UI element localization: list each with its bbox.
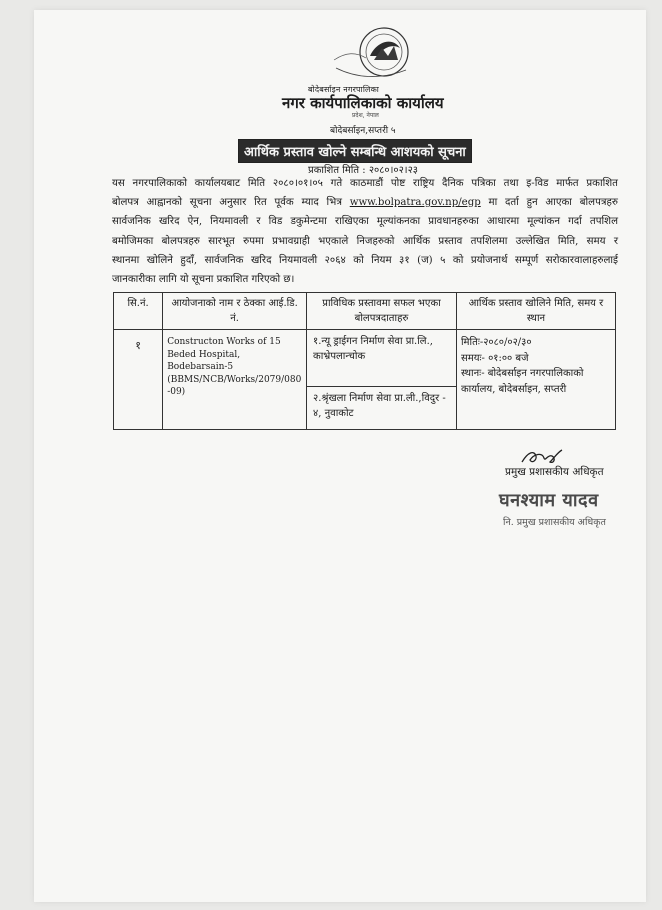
publish-date: प्रकाशित मिति : २०८०।०२।२३	[308, 165, 418, 176]
table-header-row	[114, 293, 616, 330]
office-address: बोदेबर्साइन,सप्तरी ५	[330, 126, 396, 136]
signatory-stamp-name: घनश्याम यादव	[499, 490, 599, 511]
table-row	[114, 330, 616, 430]
cell-opening	[456, 330, 615, 430]
bidder-item: २.श्रृंखला निर्माण सेवा प्रा.ली.,विदुर - ४, नुवाकोट	[307, 386, 456, 429]
bid-table	[113, 292, 616, 430]
opening-time: समयः- ०१:०० बजे	[460, 352, 529, 364]
header-opening: आर्थिक प्रस्ताव खोलिने मिति, समय र स्थान	[456, 293, 615, 330]
cell-project: Constructon Works of 15 Beded Hospital, Bodebarsain-5 (BBMS/NCB/Works/2079/080 -09)	[163, 330, 307, 430]
notice-body-line: सार्वजनिक खरिद ऐन, नियमावली र विड डकुमेन्टमा राखिएका मूल्यांकनका प्रावधानहरुका आधारमा मूल्यांकन गर्दा तपशिल	[112, 216, 618, 228]
notice-body-line: यस नगरपालिकाको कार्यालयबाट मिति २०८०।०१।०५ गते काठमाडौं पोष्ट राष्ट्रिय दैनिक पत्रिका तथा इ-विड मार्फत प्रकाशित	[112, 178, 618, 189]
notice-body	[112, 174, 618, 289]
opening-place: स्थानः- बोदेबर्साइन नगरपालिकाको कार्यालय, बोदेबर्साइन, सप्तरी	[460, 368, 584, 395]
header-project: आयोजनाको नाम र ठेक्का आई.डि. नं.	[163, 293, 307, 330]
office-title-small: प्रदेश, नेपाल	[352, 112, 379, 119]
opening-date: मितिः-२०८०/०२/३०	[460, 337, 532, 348]
notice-body-line: स्थानमा खोलिने हुदाँ, सार्वजनिक खरिद नियमावली २०६४ को नियम ३१ (ज) ५ को प्रयोजनार्थ सम्पूर्ण सरोकारवालाहरुलाई	[112, 254, 618, 266]
cell-bidders	[307, 330, 457, 430]
header-bidders: प्राविधिक प्रस्तावमा सफल भएका बोलपत्रदाताहरु	[307, 293, 457, 330]
notice-body-line: जानकारीका लागि यो सूचना प्रकाशित गरिएको छ।	[112, 274, 295, 286]
notice-body-line: बमोजिमका बोलपत्रहरु सारभूत रुपमा प्रभावग्राही भएकाले निजहरुको आर्थिक प्रस्ताव तपशिलमा उल्लेखित मिति, समय र	[112, 235, 618, 247]
notice-heading: आर्थिक प्रस्ताव खोल्ने सम्बन्धि आशयको सूचना	[238, 139, 472, 163]
office-name-small: बोदेबर्साइन नगरपालिका	[308, 85, 379, 94]
notice-body-line: बोलपत्र आह्वानको सूचना अनुसार रित पूर्वक म्याद भित्र www.bolpatra.gov.np/egp मा दर्ता हुन आएका बोलपत्रहरु	[112, 197, 618, 209]
signatory-title: प्रमुख प्रशासकीय अधिकृत	[505, 466, 604, 478]
header-sn: सि.नं.	[114, 293, 163, 330]
municipality-seal-icon	[326, 22, 414, 92]
egp-link[interactable]: www.bolpatra.gov.np/egp	[349, 197, 481, 209]
bidder-item: १.न्यू ड्राईगन निर्माण सेवा प्रा.लि., काभ्रेपलान्चोक	[313, 336, 433, 362]
signatory-stamp-designation: नि. प्रमुख प्रशासकीय अधिकृत	[503, 517, 606, 528]
cell-sn: १	[114, 330, 163, 430]
office-title: नगर कार्यपालिकाको कार्यालय	[282, 94, 444, 112]
